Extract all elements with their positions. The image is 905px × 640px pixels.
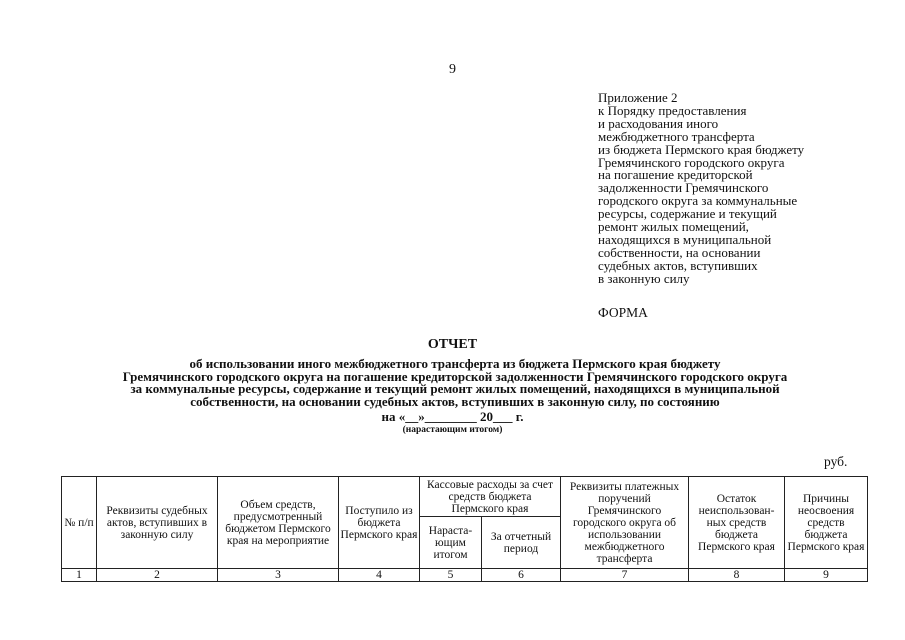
report-table bbox=[61, 476, 868, 582]
header-received: Поступило из бюджета Пермского края bbox=[339, 477, 420, 569]
appendix-line: собственности, на основании bbox=[598, 244, 761, 260]
header-volume: Объем средств, предусмотренный бюджетом Пермского края на мероприятие bbox=[218, 477, 339, 569]
column-number-cell: 5 bbox=[420, 569, 482, 582]
currency-unit: руб. bbox=[824, 454, 848, 469]
appendix-line: ремонт жилых помещений, bbox=[598, 219, 749, 235]
appendix-line: Гремячинского городского округа bbox=[598, 154, 785, 170]
column-number-cell: 6 bbox=[482, 569, 561, 582]
header-payment-orders: Реквизиты платежных поручений Гремячинского городского округа об использовании межбюджетного трансферта bbox=[561, 477, 689, 569]
subtitle-line: об использовании иного межбюджетного трансферта из бюджета Пермского края бюджету bbox=[189, 356, 721, 371]
appendix-line: находящихся в муниципальной bbox=[598, 231, 772, 247]
appendix-line: Приложение 2 bbox=[598, 90, 678, 105]
column-number-cell: 8 bbox=[689, 569, 785, 582]
column-number-cell: 3 bbox=[218, 569, 339, 582]
header-court-acts: Реквизиты судебных актов, вступивших в законную силу bbox=[97, 477, 218, 569]
appendix-line: к Порядку предоставления bbox=[598, 102, 747, 118]
appendix-line: городского округа за коммунальные bbox=[598, 193, 798, 209]
header-cash-expenses: Кассовые расходы за счет средств бюджета Пермского края bbox=[420, 477, 561, 517]
cumulative-note: (нарастающим итогом) bbox=[402, 425, 503, 435]
column-number-cell: 2 bbox=[97, 569, 218, 582]
table-row bbox=[62, 569, 868, 582]
subtitle-line: Гремячинского городского округа на погашение кредиторской задолженности Гремячинского городского округа bbox=[122, 368, 788, 384]
column-number-cell: 4 bbox=[339, 569, 420, 582]
appendix-line: и расходования иного bbox=[598, 115, 719, 131]
document-title: ОТЧЕТ bbox=[427, 337, 478, 352]
subtitle-line: за коммунальные ресурсы, содержание и текущий ремонт жилых помещений, находящихся в муниципальной bbox=[130, 381, 780, 396]
header-reasons: Причины неосвоения средств бюджета Пермского края bbox=[785, 477, 868, 569]
document-subtitle bbox=[40, 358, 870, 408]
appendix-line: из бюджета Пермского края бюджету bbox=[598, 141, 805, 157]
subtitle-line: собственности, на основании судебных актов, вступивших в законную силу, по состоянию bbox=[190, 393, 720, 409]
header-number: № п/п bbox=[62, 477, 97, 569]
appendix-block bbox=[598, 92, 858, 286]
page-number: 9 bbox=[449, 62, 456, 77]
column-number-cell: 1 bbox=[62, 569, 97, 582]
appendix-line: в законную силу bbox=[598, 270, 690, 286]
appendix-line: ресурсы, содержание и текущий bbox=[598, 206, 777, 222]
column-number-cell: 9 bbox=[785, 569, 868, 582]
form-label: ФОРМА bbox=[598, 305, 648, 320]
header-balance: Остаток неиспользован-ных средств бюджета Пермского края bbox=[689, 477, 785, 569]
header-reporting-period: За отчетный период bbox=[482, 517, 561, 569]
column-number-cell: 7 bbox=[561, 569, 689, 582]
appendix-line: задолженности Гремячинского bbox=[598, 180, 769, 196]
header-cumulative: Нараста-ющим итогом bbox=[420, 517, 482, 569]
appendix-line: судебных актов, вступивших bbox=[598, 257, 758, 273]
appendix-line: на погашение кредиторской bbox=[598, 167, 753, 183]
report-date-line: на «__»________ 20___ г. bbox=[381, 409, 524, 424]
appendix-line: межбюджетного трансферта bbox=[598, 128, 755, 144]
